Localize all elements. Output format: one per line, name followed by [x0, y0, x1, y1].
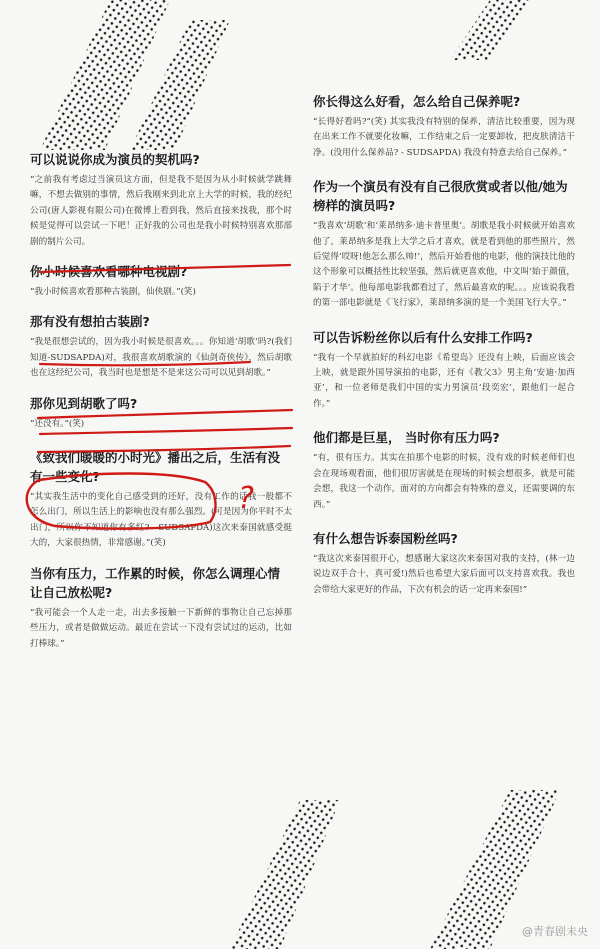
answer-text: “还没有。”(笑)	[30, 418, 85, 429]
answer-text: “长得好看吗?”(笑) 其实我没有特别的保养，清洁比较重要，因为现在出来工作不就要化妆嘛，工作结束之后一定要卸妆，把皮肤清洁干净。(没用什么保养品? - SUDSAPDA) 我没有特意去给自己保养。”	[313, 117, 575, 158]
qa-block	[30, 312, 292, 381]
question-heading: 有什么想告诉泰国粉丝吗?	[313, 530, 458, 546]
weibo-watermark: @青春剧未央	[522, 925, 588, 938]
question-heading: 那有没有想拍古装剧?	[30, 314, 150, 330]
right-column	[313, 92, 575, 610]
qa-block	[313, 92, 575, 161]
question-heading: 你长得这么好看，怎么给自己保养呢?	[313, 94, 521, 109]
answer-text: “之前我有考虑过当演员这方面，但是我不是因为从小时候就学跳舞嘛，不想去做别的事情，然后我刚来到北京上大学的时候，我的经纪公司(唐人影视有限公司)在微博上看到我，然后直接来找我，那个时候是觉得可以尝试一下吧！正好我的公司也是我小时候特别喜欢那部剧的制片公司。	[30, 175, 292, 247]
qa-block	[30, 564, 292, 652]
qa-block	[313, 177, 575, 311]
question-heading: 他们都是巨星， 当时你有压力吗?	[313, 430, 500, 446]
qa-block	[313, 428, 575, 513]
qa-block	[30, 448, 292, 552]
answer-text: “我小时候喜欢看那种古装剧，仙侠剧。”(笑)	[30, 287, 196, 298]
question-heading: 《致我们暖暖的小时光》播出之后，生活有没有一些变化?	[30, 450, 281, 485]
qa-block	[313, 328, 575, 413]
question-heading: 可以说说你成为演员的契机吗?	[30, 152, 200, 167]
qa-block	[30, 394, 292, 432]
answer-text: “我这次来泰国很开心，想感谢大家这次来泰国对我的支持，(林一边说边双手合十，真可爱!)然后也希望大家后面可以支持喜欢我。我也会带给大家更好的作品，下次有机会的话一定再来泰国!”	[313, 553, 575, 595]
answer-text: “我可能会一个人走一走，出去多接触一下新鲜的事物让自己忘掉那些压力，或者是做做运动。最近在尝试一下没有尝试过的运动，比如打棒球。”	[30, 607, 292, 649]
question-heading: 那你见到胡歌了吗?	[30, 395, 138, 411]
halftone-top-left	[0, 0, 300, 150]
question-heading: 可以告诉粉丝你以后有什么安排工作吗?	[313, 329, 533, 345]
qa-block	[30, 262, 292, 300]
question-mark-annotation: ?	[238, 481, 254, 516]
qa-block	[30, 150, 292, 250]
question-heading: 当你有压力，工作累的时候，你怎么调理心情让自己放松呢?	[30, 565, 281, 600]
answer-text: “我喜欢‘胡歌’和‘莱昂纳多·迪卡普里奥’。胡歌是我小时候就开始喜欢他了，莱昂纳多是我上大学之后才喜欢，就是看到他的那些照片，然后觉得‘哎呀!他怎么那么帅!’，然后开始看他的电影，他的演技比他的这个形象可以概括性比较坚强，然后就更喜欢他，中文叫‘始于颜值，陷于才华’。他每部电影我都看过了，然后最喜欢的呢。。。应该说我看的第一部电影就是《飞行家》，莱昂纳多演的是一个美国飞行大亨。”	[313, 221, 575, 309]
answer-text: “我有一个早就拍好的科幻电影《希望岛》还没有上映，后面应该会上映，就是跟外国导演拍的电影，还有《教父3》男主角‘安迪·加西亚’，和一位老师是我们中国的实力男演员‘段奕宏’，跟他们一起合作。”	[313, 352, 575, 409]
qa-block	[313, 529, 575, 598]
answer-text: “有，很有压力。其实在拍那个电影的时候，没有戏的时候老师们也会在现场观看面，他们很厉害就是在现场的时候会想很多，就是可能会想，我这一个动作，面对的方向都会有特殊的意义，还需要调的东西。”	[313, 453, 575, 510]
question-heading: 你小时候喜欢看哪种电视剧?	[30, 264, 188, 280]
halftone-top-right	[450, 0, 600, 90]
answer-text: “我是很想尝试的，因为我小时候是很喜欢。。。你知道‘胡歌’吗?(我们知道-SUDSAPDA)对，我很喜欢胡歌演的《仙剑奇侠传》，然后胡歌也在这经纪公司，我当时也是想是不是来这公司可以见到胡歌。”	[30, 337, 292, 379]
answer-text: “其实我生活中的变化自己感受到的还好，没有工作的话我一般都不怎么出门，所以生活上的影响也没有那么强烈。(可是因为你平时不太出门，所以你不知道你有多红? - SUDSAPDA)这次来泰国就感受挺大的，大家很热情，非常感谢。”(笑)	[30, 492, 292, 549]
left-column	[30, 150, 292, 664]
question-heading: 作为一个演员有没有自己很欣赏或者以他/她为榜样的演员吗?	[313, 179, 568, 214]
